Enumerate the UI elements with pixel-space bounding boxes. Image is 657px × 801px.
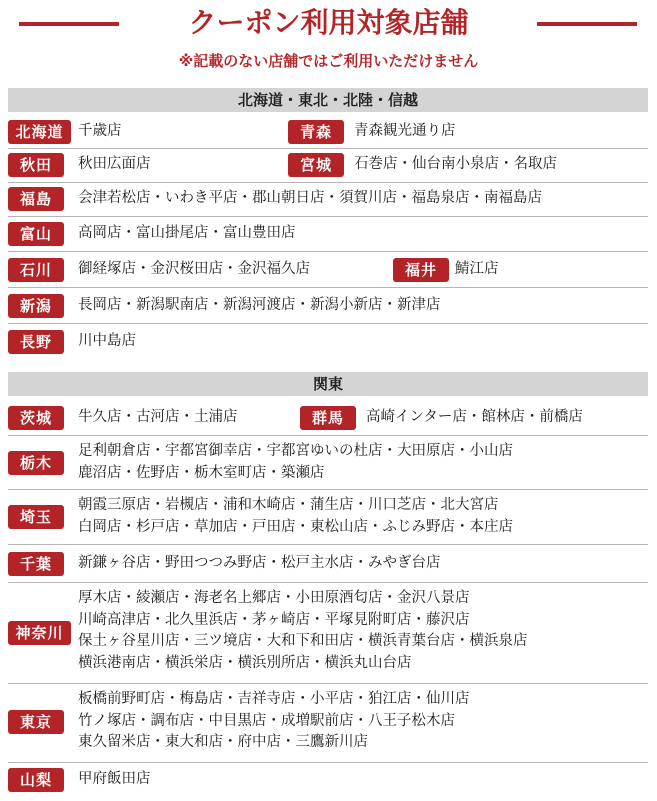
store-line: 厚木店・綾瀬店・海老名上郷店・小田原酒匂店・金沢八景店	[78, 590, 470, 606]
prefecture-badge: 栃木	[8, 451, 64, 475]
prefecture-row	[8, 545, 648, 583]
prefecture-badge: 石川	[8, 258, 64, 282]
prefecture-badge: 新潟	[8, 294, 64, 318]
store-line: 白岡店・杉戸店・草加店・戸田店・東松山店・ふじみ野店・本庄店	[78, 518, 513, 535]
prefecture-row	[8, 217, 648, 252]
prefecture-row	[8, 149, 648, 183]
prefecture-badge: 群馬	[300, 406, 356, 430]
prefecture-badge: 富山	[8, 222, 64, 246]
prefecture-row	[8, 288, 648, 324]
store-list: 青森観光通り店	[354, 123, 456, 139]
store-line: 板橋前野町店・梅島店・吉祥寺店・小平店・狛江店・仙川店	[78, 691, 470, 707]
prefecture-row	[8, 583, 648, 684]
prefecture-badge: 北海道	[8, 120, 71, 144]
title-row	[0, 4, 657, 42]
page-subtitle: ※記載のない店舗ではご利用いただけません	[178, 52, 479, 70]
store-list: 高岡店・富山掛尾店・富山豊田店	[78, 225, 296, 241]
store-line: 朝霞三原店・岩槻店・浦和木崎店・蒲生店・川口芝店・北大宮店	[78, 497, 499, 513]
prefecture-badge: 福島	[8, 187, 64, 211]
store-list: 川中島店	[78, 333, 136, 349]
prefecture-row	[8, 400, 648, 436]
title-decoration-left	[19, 22, 119, 26]
prefecture-badge: 宮城	[288, 153, 344, 177]
store-list: 千歳店	[78, 123, 122, 139]
store-list: 石巻店・仙台南小泉店・名取店	[354, 156, 557, 172]
title-decoration-right	[537, 22, 637, 26]
prefecture-row	[8, 324, 648, 360]
store-list: 甲府飯田店	[78, 771, 151, 787]
store-list: 長岡店・新潟駅南店・新潟河渡店・新潟小新店・新津店	[78, 297, 441, 313]
prefecture-badge: 山梨	[8, 768, 64, 792]
prefecture-row	[8, 684, 648, 763]
prefecture-badge: 神奈川	[8, 621, 71, 645]
prefecture-row	[8, 183, 648, 217]
store-list: 新鎌ヶ谷店・野田つつみ野店・松戸主水店・みやぎ台店	[78, 555, 441, 571]
store-line: 東久留米店・東大和店・府中店・三鷹新川店	[78, 734, 368, 750]
prefecture-badge: 埼玉	[8, 505, 64, 529]
store-line: 竹ノ塚店・調布店・中目黒店・成増駅前店・八王子松木店	[78, 712, 455, 729]
prefecture-row	[8, 116, 648, 149]
prefecture-badge: 福井	[393, 258, 449, 282]
store-list: 御経塚店・金沢桜田店・金沢福久店	[78, 261, 310, 277]
store-list: 鯖江店	[455, 261, 499, 277]
store-line: 川崎高津店・北久里浜店・茅ヶ崎店・平塚見附町店・藤沢店	[78, 611, 470, 628]
region-header: 北海道・東北・北陸・信越	[8, 88, 648, 112]
store-list: 秋田広面店	[78, 156, 151, 172]
prefecture-badge: 長野	[8, 330, 64, 354]
page-title: クーポン利用対象店舗	[188, 6, 469, 39]
prefecture-row	[8, 436, 648, 490]
prefecture-row	[8, 763, 648, 797]
store-list	[78, 689, 470, 754]
store-list	[78, 588, 528, 674]
store-list	[78, 495, 513, 538]
prefecture-badge: 東京	[8, 710, 64, 734]
store-list: 高崎インター店・館林店・前橋店	[366, 409, 583, 425]
store-line: 足利朝倉店・宇都宮御幸店・宇都宮ゆいの杜店・大田原店・小山店	[78, 443, 513, 459]
store-list: 会津若松店・いわき平店・郡山朝日店・須賀川店・福島泉店・南福島店	[78, 190, 542, 206]
store-line: 保土ヶ谷星川店・三ツ境店・大和下和田店・横浜青葉台店・横浜泉店	[78, 633, 528, 649]
prefecture-badge: 青森	[288, 120, 344, 144]
prefecture-row	[8, 252, 648, 288]
region-header: 関東	[8, 372, 648, 396]
prefecture-row	[8, 490, 648, 545]
prefecture-badge: 秋田	[8, 153, 64, 177]
prefecture-badge: 茨城	[8, 406, 64, 430]
prefecture-badge: 千葉	[8, 552, 64, 576]
store-line: 鹿沼店・佐野店・栃木室町店・築瀬店	[78, 464, 325, 481]
store-list	[78, 441, 513, 484]
store-line: 横浜港南店・横浜栄店・横浜別所店・横浜丸山台店	[78, 654, 412, 671]
store-list: 牛久店・古河店・土浦店	[78, 409, 238, 425]
